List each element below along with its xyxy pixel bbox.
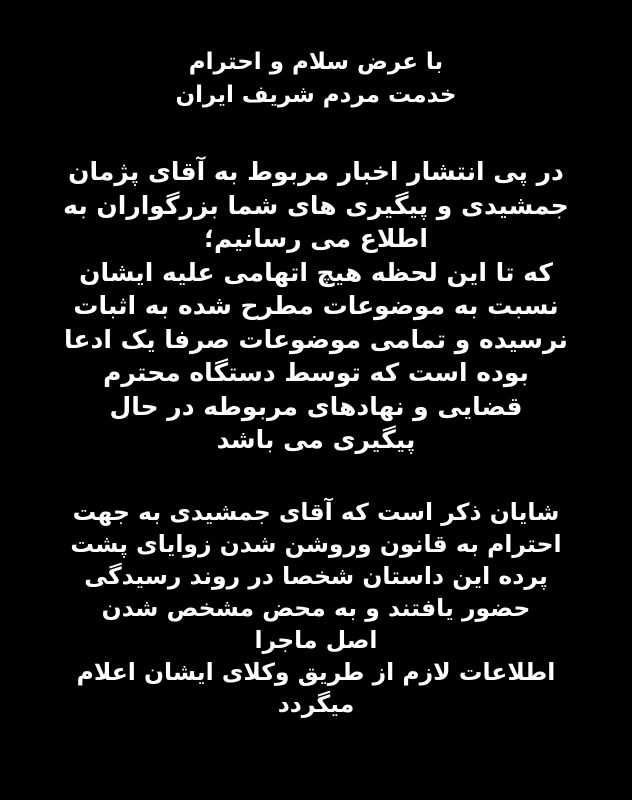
paragraph-1 <box>26 155 606 457</box>
paragraph-2 <box>26 497 606 721</box>
greeting-block <box>26 46 606 111</box>
paragraph-1-line-3: اطلاع می رسانیم؛ <box>204 224 428 254</box>
paragraph-2-line-4: حضور یافتند و به محض مشخص شدن <box>101 593 531 622</box>
paragraph-2-line-6: اطلاعات لازم از طریق وکلای ایشان اعلام <box>76 657 556 686</box>
greeting-line-1: با عرض سلام و احترام <box>188 49 444 75</box>
greeting-line-2: خدمت مردم شریف ایران <box>175 81 457 108</box>
paragraph-1-line-2: جمشیدی و پیگیری های شما بزرگواران به <box>63 190 569 220</box>
paragraph-1-line-5: نسبت به موضوعات مطرح شده به اثبات <box>73 291 559 321</box>
paragraph-2-line-2: احترام به قانون وروشن شدن زوایای پشت <box>70 529 562 558</box>
paragraph-1-line-1: در پی انتشار اخبار مربوط به آقای پژمان <box>68 157 564 187</box>
paragraph-2-line-5: اصل ماجرا <box>254 625 378 654</box>
paragraph-1-line-7: بوده است که توسط دستگاه محترم <box>103 358 529 388</box>
paragraph-1-line-9: پیگیری می باشد <box>216 425 416 455</box>
paragraph-1-line-8: قضایی و نهادهای مربوطه در حال <box>109 391 523 421</box>
paragraph-1-line-6: نرسیده و تمامی موضوعات صرفا یک ادعا <box>64 324 568 354</box>
paragraph-1-line-4: که تا این لحظه هیچ اتهامی علیه ایشان <box>79 257 553 287</box>
paragraph-2-line-7: میگردد <box>277 689 355 718</box>
paragraph-2-line-3: پرده این داستان شخصا در روند رسیدگی <box>84 561 548 590</box>
paragraph-2-line-1: شایان ذکر است که آقای جمشیدی به جهت <box>72 497 560 526</box>
